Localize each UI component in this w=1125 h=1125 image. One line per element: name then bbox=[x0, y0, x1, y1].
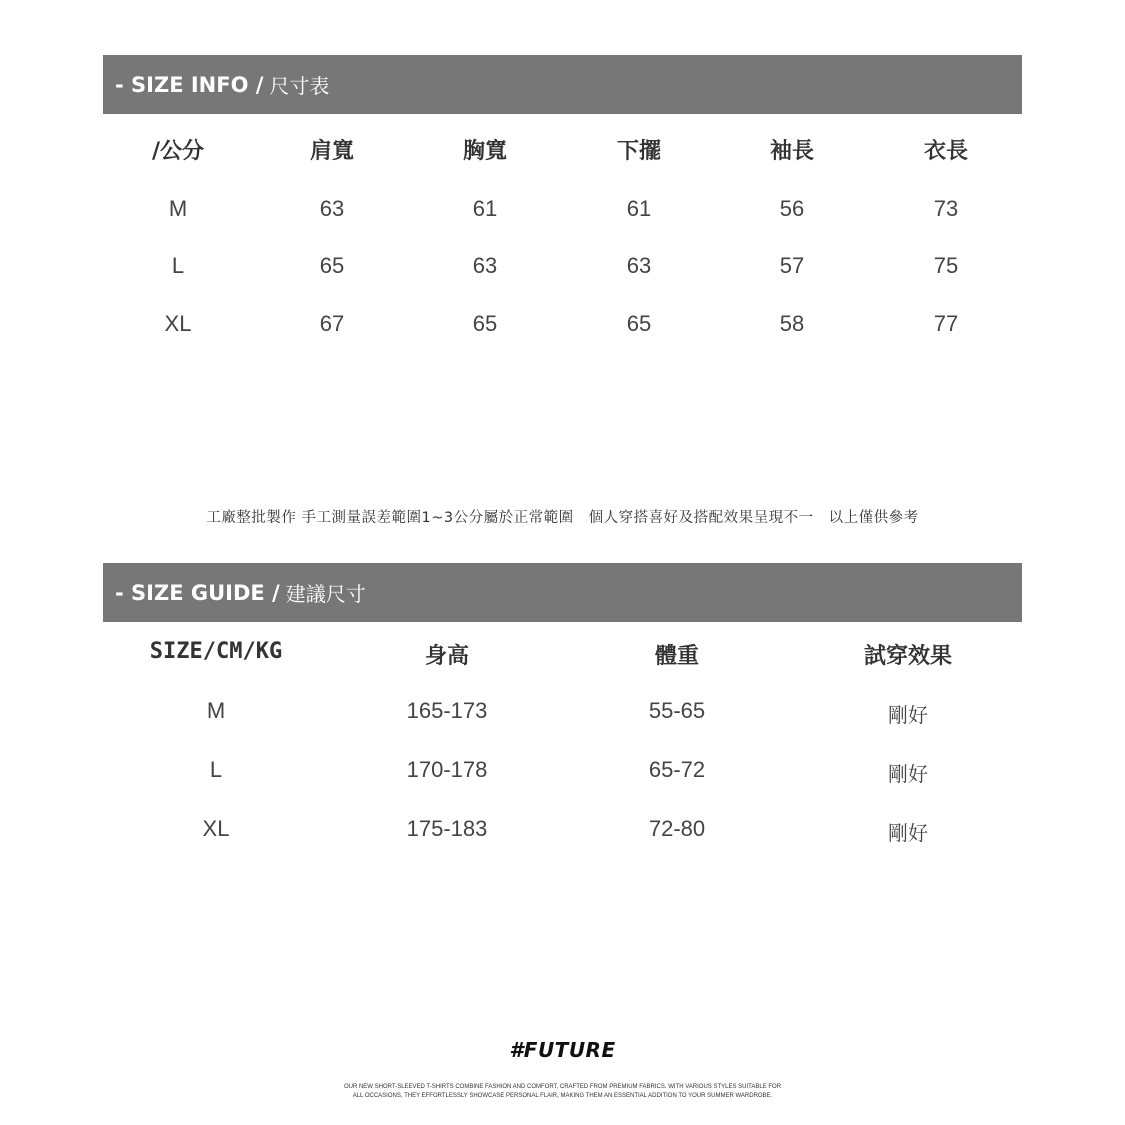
size-guide-row-l-weight: 65-72 bbox=[648, 757, 706, 782]
size-info-row-xl-chest: 65 bbox=[472, 311, 498, 336]
size-info-row-l-chest: 63 bbox=[472, 253, 498, 278]
size-guide-subtitle: 建議尺寸 bbox=[285, 582, 366, 606]
size-info-row-l-hem: 63 bbox=[626, 253, 652, 278]
size-guide-row-m-weight: 55-65 bbox=[648, 698, 706, 723]
size-info-row-xl-size: XL bbox=[164, 311, 192, 336]
size-guide-row-l-size: L bbox=[209, 757, 223, 782]
size-guide-header-weight: 體重 bbox=[654, 644, 700, 669]
size-info-subtitle: 尺寸表 bbox=[269, 74, 330, 98]
size-info-title: - SIZE INFO / bbox=[115, 72, 264, 97]
size-info-row-m-length: 73 bbox=[933, 196, 959, 221]
size-guide-row-l-height: 170-178 bbox=[406, 757, 488, 782]
size-guide-header-height: 身高 bbox=[424, 644, 470, 669]
size-info-header-length: 衣長 bbox=[923, 139, 969, 164]
size-guide-header-size: SIZE/CM/KG bbox=[149, 639, 283, 664]
size-guide-row-xl-size: XL bbox=[202, 816, 230, 841]
size-info-header-unit: /公分 bbox=[151, 139, 205, 164]
size-info-row-l-length: 75 bbox=[933, 253, 959, 278]
size-guide-row-l-fit: 剛好 bbox=[888, 762, 928, 786]
size-guide-row-m-fit: 剛好 bbox=[888, 703, 928, 727]
size-info-row-m-chest: 61 bbox=[472, 196, 498, 221]
size-info-row-m-sleeve: 56 bbox=[779, 196, 805, 221]
brand-tagline-line-1: OUR NEW SHORT-SLEEVED T-SHIRTS COMBINE FASHION AND COMFORT, CRAFTED FROM PREMIUM FABRICS. WITH VARIOUS STYLES SUITABLE FOR bbox=[343, 1084, 782, 1090]
size-info-row-m-size: M bbox=[168, 196, 188, 221]
size-info-row-xl-length: 77 bbox=[933, 311, 959, 336]
size-info-header-hem: 下擺 bbox=[616, 139, 662, 164]
size-guide-header-fit: 試穿效果 bbox=[863, 644, 953, 669]
size-info-row-l-sleeve: 57 bbox=[779, 253, 805, 278]
size-info-row-l-shoulder: 65 bbox=[319, 253, 345, 278]
size-info-row-l-size: L bbox=[171, 253, 185, 278]
size-info-row-xl-shoulder: 67 bbox=[319, 311, 345, 336]
size-info-row-m-hem: 61 bbox=[626, 196, 652, 221]
size-guide-row-xl-height: 175-183 bbox=[406, 816, 488, 841]
size-info-header-shoulder: 肩寬 bbox=[309, 139, 355, 164]
size-guide-row-xl-fit: 剛好 bbox=[888, 821, 928, 845]
size-info-row-xl-sleeve: 58 bbox=[779, 311, 805, 336]
size-info-header-sleeve: 袖長 bbox=[769, 139, 815, 164]
size-info-row-m-shoulder: 63 bbox=[319, 196, 345, 221]
brand-tagline bbox=[0, 1083, 1125, 1101]
size-guide-title: - SIZE GUIDE / bbox=[115, 580, 280, 605]
size-guide-row-m-size: M bbox=[206, 698, 226, 723]
size-info-row-xl-hem: 65 bbox=[626, 311, 652, 336]
measurement-note: 工廠整批製作 手工測量誤差範圍1~3公分屬於正常範圍 個人穿搭喜好及搭配效果呈現不一 以上僅供參考 bbox=[206, 510, 919, 526]
brand-tagline-line-2: ALL OCCASIONS, THEY EFFORTLESSLY SHOWCASE PERSONAL FLAIR, MAKING THEM AN ESSENTIAL ADDITION TO YOUR SUMMER WARDROBE. bbox=[352, 1093, 773, 1099]
size-guide-row-m-height: 165-173 bbox=[406, 698, 488, 723]
size-info-header-chest: 胸寬 bbox=[462, 139, 508, 164]
size-guide-row-xl-weight: 72-80 bbox=[648, 816, 706, 841]
brand-logo: #FUTURE bbox=[509, 1038, 616, 1062]
